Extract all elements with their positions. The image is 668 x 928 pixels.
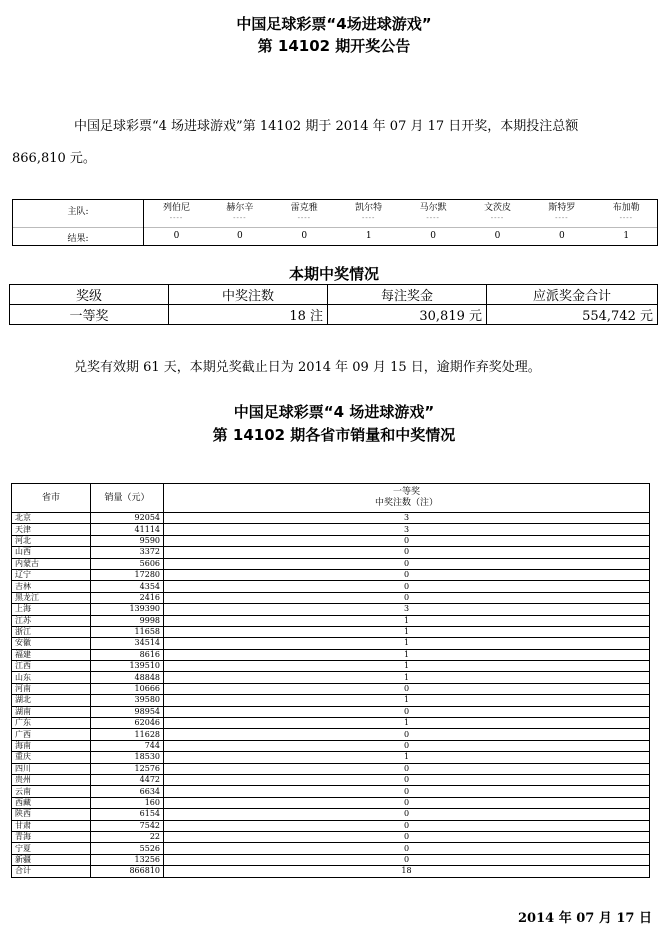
match-result: 0 (237, 231, 243, 241)
table-row (12, 638, 650, 649)
province-wins: 1 (164, 638, 650, 649)
province-wins: 0 (164, 854, 650, 865)
table-row (12, 763, 650, 774)
province-name: 辽宁 (12, 569, 91, 580)
province-wins: 0 (164, 706, 650, 717)
match-result: 1 (365, 231, 372, 241)
table-row (12, 831, 650, 842)
province-sales: 41114 (91, 524, 164, 535)
province-sales: 139390 (91, 604, 164, 615)
winning-count: 18 注 (169, 305, 328, 325)
province-name: 江苏 (12, 615, 91, 626)
province-sales-table (11, 483, 650, 878)
province-wins: 0 (164, 569, 650, 580)
validity-notice: 兑奖有效期 61 天，本期兑奖截止日为 2014 年 09 月 15 日，逾期作弃奖处理。 (74, 360, 541, 375)
province-sales: 3372 (91, 547, 164, 558)
province-sales: 62046 (91, 718, 164, 729)
table-row (12, 809, 650, 820)
province-name: 黑龙江 (12, 592, 91, 603)
table-row (12, 774, 650, 785)
province-sales: 6154 (91, 809, 164, 820)
team-name: 凯尔特 (355, 203, 383, 213)
header-prize (164, 484, 650, 513)
prize-table (9, 284, 658, 325)
away-team-placeholder: ---- (555, 214, 569, 222)
province-sales: 10666 (91, 683, 164, 694)
province-wins: 0 (164, 774, 650, 785)
province-wins: 1 (164, 661, 650, 672)
province-sales: 92054 (91, 513, 164, 524)
province-name: 合计 (12, 866, 91, 877)
province-name: 宁夏 (12, 843, 91, 854)
away-team-placeholder: ---- (169, 214, 184, 222)
province-name: 湖北 (12, 695, 91, 706)
table-row (12, 615, 650, 626)
province-sales: 866810 (91, 866, 164, 877)
team-column (336, 200, 401, 245)
province-name: 江西 (12, 661, 91, 672)
table-row (12, 683, 650, 694)
team-column (529, 200, 594, 245)
province-sales: 7542 (91, 820, 164, 831)
province-name: 云南 (12, 786, 91, 797)
province-wins: 0 (164, 809, 650, 820)
province-sales: 5606 (91, 558, 164, 569)
province-wins: 0 (164, 592, 650, 603)
province-name: 广西 (12, 729, 91, 740)
province-name: 吉林 (12, 581, 91, 592)
province-sales: 98954 (91, 706, 164, 717)
province-sales: 11658 (91, 626, 164, 637)
province-name: 山西 (12, 547, 91, 558)
prize-row (10, 305, 658, 325)
province-name: 贵州 (12, 774, 91, 785)
province-sales: 4354 (91, 581, 164, 592)
province-wins: 0 (164, 831, 650, 842)
away-team-placeholder: ---- (619, 214, 634, 222)
province-sales: 39580 (91, 695, 164, 706)
intro-text: 中国足球彩票“4 场进球游戏”第 14102 期于 2014 年 07 月 17 日开奖，本期投注总额 (74, 119, 579, 134)
match-result: 0 (559, 231, 565, 241)
issue-title: 第 14102 期开奖公告 (257, 37, 411, 55)
table-row (12, 820, 650, 831)
province-wins: 0 (164, 763, 650, 774)
province-sales: 2416 (91, 592, 164, 603)
header-prize-level: 奖级 (10, 285, 169, 305)
province-sales: 12576 (91, 763, 164, 774)
table-row (12, 672, 650, 683)
header-province: 省市 (12, 484, 91, 513)
team-column (143, 200, 209, 245)
table-row (12, 854, 650, 865)
province-sales: 8616 (91, 649, 164, 660)
away-team-placeholder: ---- (361, 214, 376, 222)
team-column (594, 200, 659, 245)
table-row (12, 786, 650, 797)
province-wins: 0 (164, 547, 650, 558)
province-wins: 0 (164, 786, 650, 797)
prize-each: 30,819 元 (328, 305, 487, 325)
announcement-title: 中国足球彩票“4场进球游戏” (236, 15, 432, 33)
province-name: 重庆 (12, 752, 91, 763)
province-wins: 0 (164, 535, 650, 546)
province-wins: 0 (164, 558, 650, 569)
province-title: 中国足球彩票“4 场进球游戏” (233, 403, 435, 421)
table-row (12, 797, 650, 808)
team-column (272, 200, 337, 245)
province-wins: 0 (164, 740, 650, 751)
province-sales: 34514 (91, 638, 164, 649)
province-name: 广东 (12, 718, 91, 729)
table-row (12, 569, 650, 580)
team-name: 赫尔辛 (226, 203, 254, 213)
table-row (12, 729, 650, 740)
table-row (12, 581, 650, 592)
team-name: 雷克雅 (290, 203, 318, 213)
province-sales: 4472 (91, 774, 164, 785)
province-name: 海南 (12, 740, 91, 751)
province-subtitle: 第 14102 期各省市销量和中奖情况 (212, 426, 456, 444)
province-name: 北京 (12, 513, 91, 524)
province-name: 上海 (12, 604, 91, 615)
province-wins: 3 (164, 524, 650, 535)
away-team-placeholder: ---- (297, 214, 312, 222)
away-team-placeholder: ---- (490, 214, 505, 222)
table-row (12, 535, 650, 546)
prize-level: 一等奖 (10, 305, 169, 325)
team-name: 文茨皮 (483, 203, 511, 213)
province-name: 河北 (12, 535, 91, 546)
province-wins: 0 (164, 820, 650, 831)
table-row (12, 592, 650, 603)
header-prize-total: 应派奖金合计 (487, 285, 658, 305)
province-wins: 1 (164, 752, 650, 763)
table-row (12, 626, 650, 637)
team-column (207, 200, 272, 245)
table-row (12, 843, 650, 854)
match-results-table (12, 199, 658, 246)
province-wins: 1 (164, 718, 650, 729)
table-row (12, 661, 650, 672)
table-row (12, 604, 650, 615)
province-sales: 160 (91, 797, 164, 808)
province-sales: 48848 (91, 672, 164, 683)
province-wins: 3 (164, 604, 650, 615)
table-row (12, 513, 650, 524)
province-name: 甘肃 (12, 820, 91, 831)
team-column (465, 200, 530, 245)
province-sales: 6634 (91, 786, 164, 797)
match-result: 0 (430, 231, 436, 241)
match-result: 1 (623, 231, 630, 241)
province-wins: 0 (164, 729, 650, 740)
province-name: 内蒙古 (12, 558, 91, 569)
table-row (12, 718, 650, 729)
team-name: 马尔默 (419, 203, 447, 213)
intro-total: 866,810 元。 (12, 151, 96, 166)
team-name: 斯特罗 (548, 203, 576, 213)
header-prize-level-label: 一等奖 (392, 487, 420, 497)
province-sales: 18530 (91, 752, 164, 763)
province-name: 西藏 (12, 797, 91, 808)
province-wins: 1 (164, 615, 650, 626)
province-sales: 9998 (91, 615, 164, 626)
province-wins: 0 (164, 581, 650, 592)
table-row (12, 695, 650, 706)
province-wins: 18 (164, 866, 650, 877)
away-team-placeholder: ---- (233, 214, 247, 222)
header-prize-each: 每注奖金 (328, 285, 487, 305)
province-sales: 17280 (91, 569, 164, 580)
table-row (12, 706, 650, 717)
province-sales: 11628 (91, 729, 164, 740)
header-winning-count: 中奖注数 (169, 285, 328, 305)
team-name: 列伯尼 (162, 203, 190, 213)
result-label: 结果: (67, 234, 89, 244)
province-wins: 1 (164, 626, 650, 637)
province-name: 山东 (12, 672, 91, 683)
table-row (12, 547, 650, 558)
province-wins: 3 (164, 513, 650, 524)
province-sales: 9590 (91, 535, 164, 546)
table-row (12, 649, 650, 660)
province-sales: 22 (91, 831, 164, 842)
header-prize-count-label: 中奖注数（注） (374, 498, 438, 508)
province-sales: 744 (91, 740, 164, 751)
footer-date: 2014 年 07 月 17 日 (518, 911, 652, 926)
match-result: 0 (301, 231, 308, 241)
match-result: 0 (494, 231, 501, 241)
table-row (12, 752, 650, 763)
table-row (12, 558, 650, 569)
province-sales: 139510 (91, 661, 164, 672)
header-sales: 销量（元） (91, 484, 164, 513)
province-wins: 1 (164, 695, 650, 706)
province-name: 福建 (12, 649, 91, 660)
table-row (12, 740, 650, 751)
province-name: 河南 (12, 683, 91, 694)
team-name: 布加勒 (612, 203, 640, 213)
province-wins: 0 (164, 843, 650, 854)
province-name: 湖南 (12, 706, 91, 717)
province-name: 陕西 (12, 809, 91, 820)
prize-section-title: 本期中奖情况 (288, 265, 379, 283)
province-name: 安徽 (12, 638, 91, 649)
province-wins: 1 (164, 649, 650, 660)
table-row (12, 524, 650, 535)
home-team-label: 主队: (67, 207, 89, 217)
prize-total: 554,742 元 (487, 305, 658, 325)
table-row (12, 866, 650, 877)
province-wins: 1 (164, 672, 650, 683)
province-name: 青海 (12, 831, 91, 842)
province-name: 新疆 (12, 854, 91, 865)
province-name: 浙江 (12, 626, 91, 637)
province-name: 天津 (12, 524, 91, 535)
team-column (401, 200, 466, 245)
province-sales: 13256 (91, 854, 164, 865)
match-result: 0 (173, 231, 180, 241)
province-wins: 0 (164, 797, 650, 808)
province-wins: 0 (164, 683, 650, 694)
away-team-placeholder: ---- (426, 214, 440, 222)
province-sales: 5526 (91, 843, 164, 854)
province-name: 四川 (12, 763, 91, 774)
